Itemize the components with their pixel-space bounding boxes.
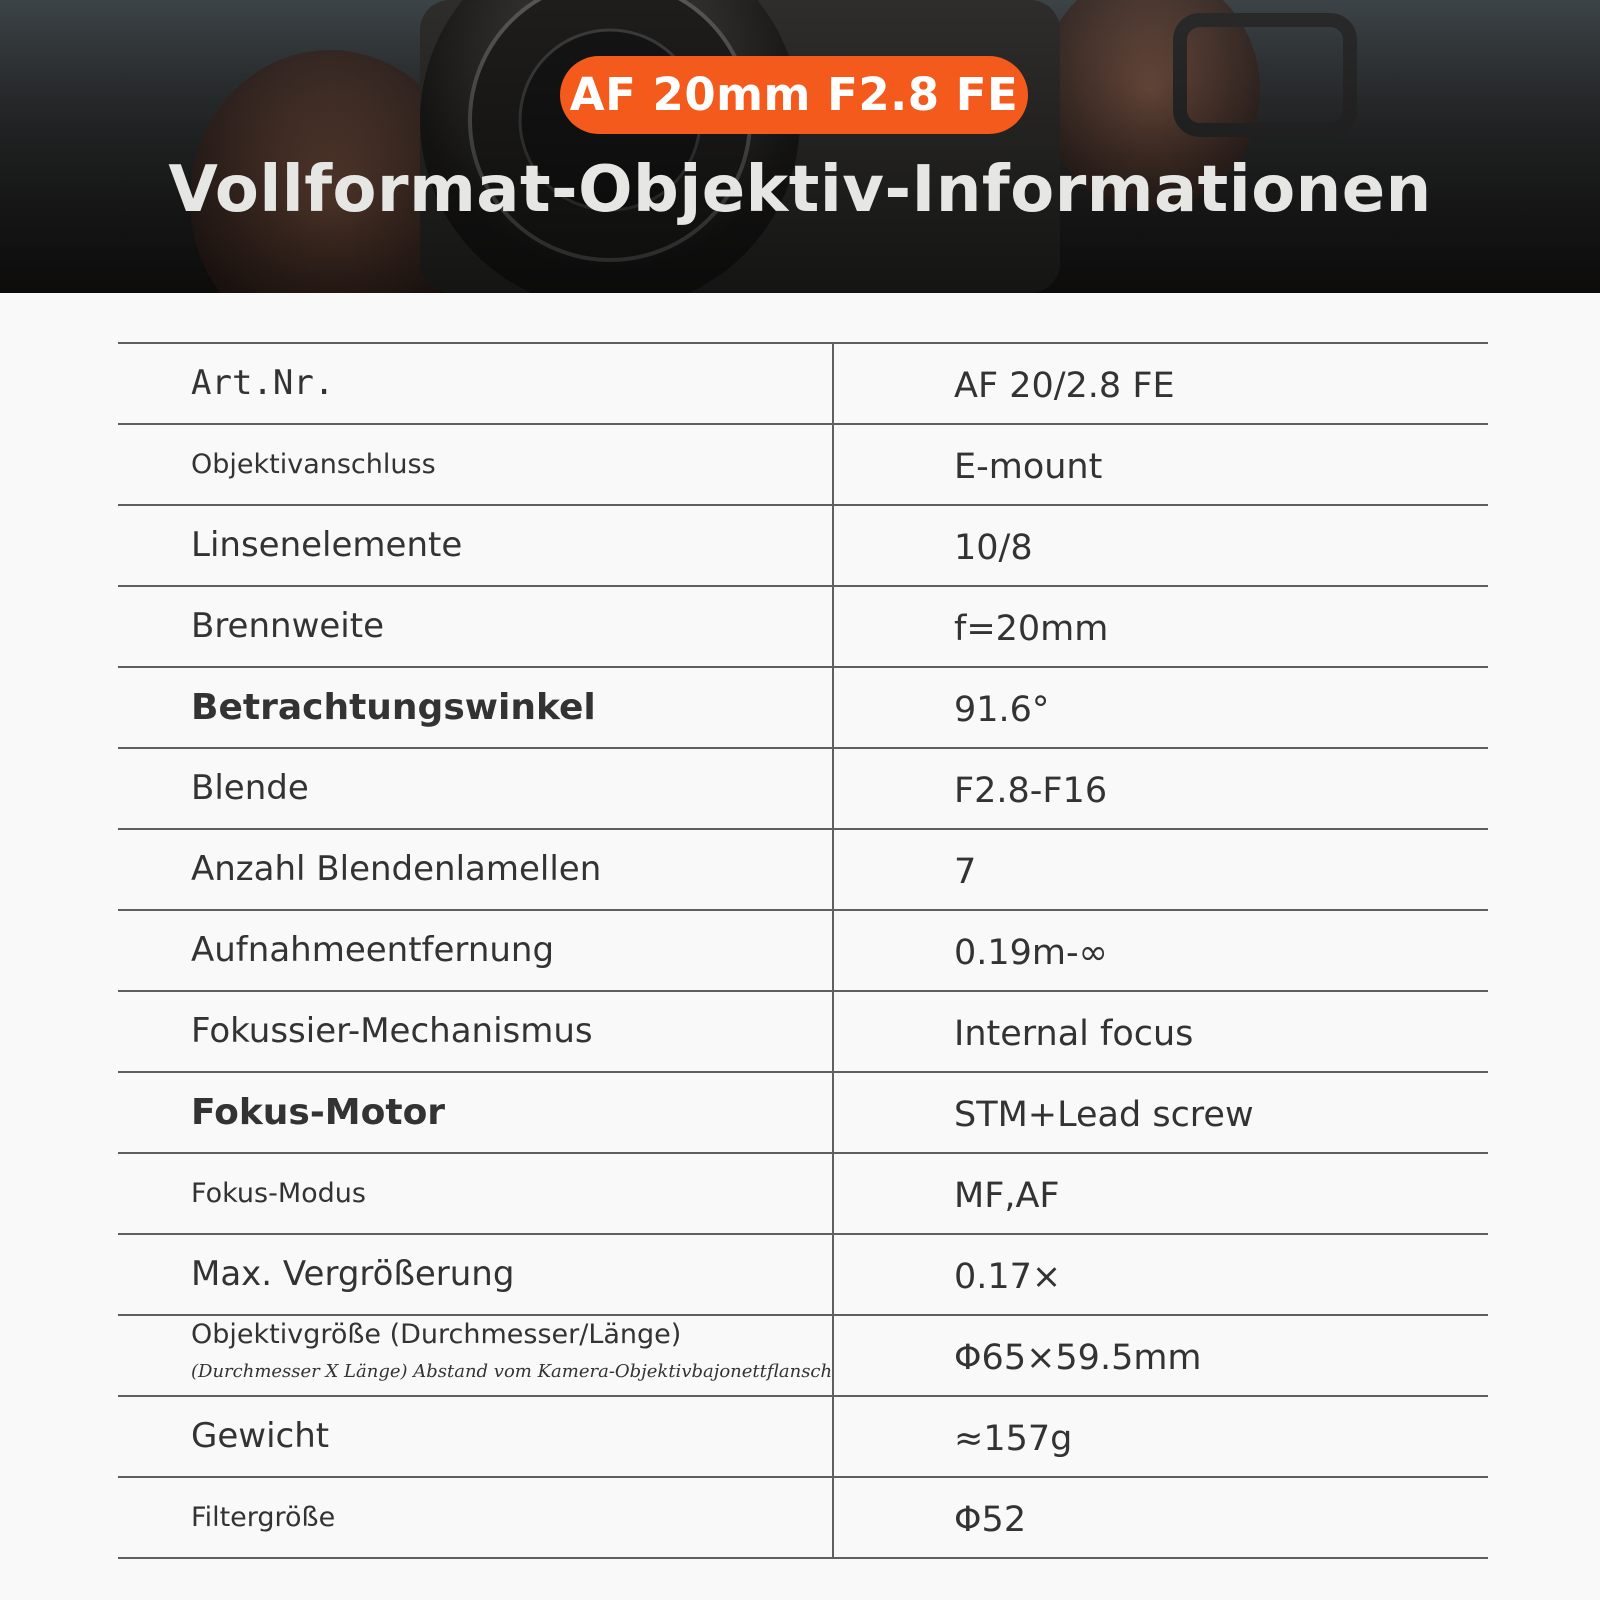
spec-value: f=20mm [954, 609, 1109, 649]
column-divider [832, 1154, 834, 1233]
spec-value: 0.17× [954, 1257, 1062, 1297]
column-divider [832, 830, 834, 909]
spec-label: Fokus-Motor [191, 1092, 446, 1133]
column-divider [832, 1316, 834, 1395]
spec-label: Fokus-Modus [191, 1178, 366, 1209]
table-row [118, 911, 1488, 992]
spec-value: MF,AF [954, 1176, 1060, 1216]
hero-banner [0, 0, 1600, 293]
column-divider [832, 668, 834, 747]
spec-value: ≈157g [954, 1419, 1073, 1459]
table-row [118, 425, 1488, 506]
table-row [118, 344, 1488, 425]
camera-lens-photo [0, 0, 1600, 293]
spec-label: Objektivanschluss [191, 449, 436, 480]
spec-value: Internal focus [954, 1014, 1194, 1054]
column-divider [832, 425, 834, 504]
spec-value: 0.19m-∞ [954, 933, 1108, 973]
column-divider [832, 1478, 834, 1557]
table-row [118, 1154, 1488, 1235]
spec-value: Φ65×59.5mm [954, 1338, 1202, 1378]
spec-label: Gewicht [191, 1416, 330, 1456]
column-divider [832, 587, 834, 666]
spec-label: Max. Vergrößerung [191, 1254, 515, 1294]
spec-value: AF 20/2.8 FE [954, 366, 1175, 406]
page-title: Vollformat-Objektiv-Informationen [168, 153, 1432, 227]
table-row [118, 1397, 1488, 1478]
spec-value: F2.8-F16 [954, 771, 1108, 811]
spec-label: Blende [191, 768, 309, 808]
spec-value: 10/8 [954, 528, 1033, 568]
column-divider [832, 1397, 834, 1476]
column-divider [832, 506, 834, 585]
spec-label: Filtergröße [191, 1502, 336, 1533]
spec-label-note: (Durchmesser X Länge) Abstand vom Kamera-Objektivbajonettflansch [191, 1361, 833, 1382]
spec-label: Aufnahmeentfernung [191, 930, 555, 970]
spec-value: 91.6° [954, 690, 1050, 730]
table-row [118, 830, 1488, 911]
column-divider [832, 344, 834, 423]
spec-label: Brennweite [191, 606, 384, 646]
spec-label: Anzahl Blendenlamellen [191, 849, 602, 889]
column-divider [832, 1235, 834, 1314]
table-row [118, 587, 1488, 668]
product-badge: AF 20mm F2.8 FE [560, 56, 1028, 134]
table-row [118, 1316, 1488, 1397]
spec-value: E-mount [954, 447, 1103, 487]
spec-label-group [191, 1316, 832, 1395]
table-row [118, 668, 1488, 749]
spec-label: Art.Nr. [191, 363, 335, 403]
spec-table [118, 342, 1488, 1559]
spec-value: 7 [954, 852, 977, 892]
spec-label: Linsenelemente [191, 525, 463, 565]
table-row [118, 749, 1488, 830]
column-divider [832, 749, 834, 828]
spec-label: Fokussier-Mechanismus [191, 1011, 593, 1051]
column-divider [832, 1073, 834, 1152]
table-row [118, 506, 1488, 587]
spec-value: Φ52 [954, 1500, 1027, 1540]
table-row [118, 1073, 1488, 1154]
column-divider [832, 911, 834, 990]
spec-label: Objektivgröße (Durchmesser/Länge) [191, 1319, 682, 1350]
column-divider [832, 992, 834, 1071]
spec-label: Betrachtungswinkel [191, 687, 596, 728]
table-row [118, 992, 1488, 1073]
table-row [118, 1235, 1488, 1316]
table-row [118, 1478, 1488, 1559]
spec-value: STM+Lead screw [954, 1095, 1254, 1135]
